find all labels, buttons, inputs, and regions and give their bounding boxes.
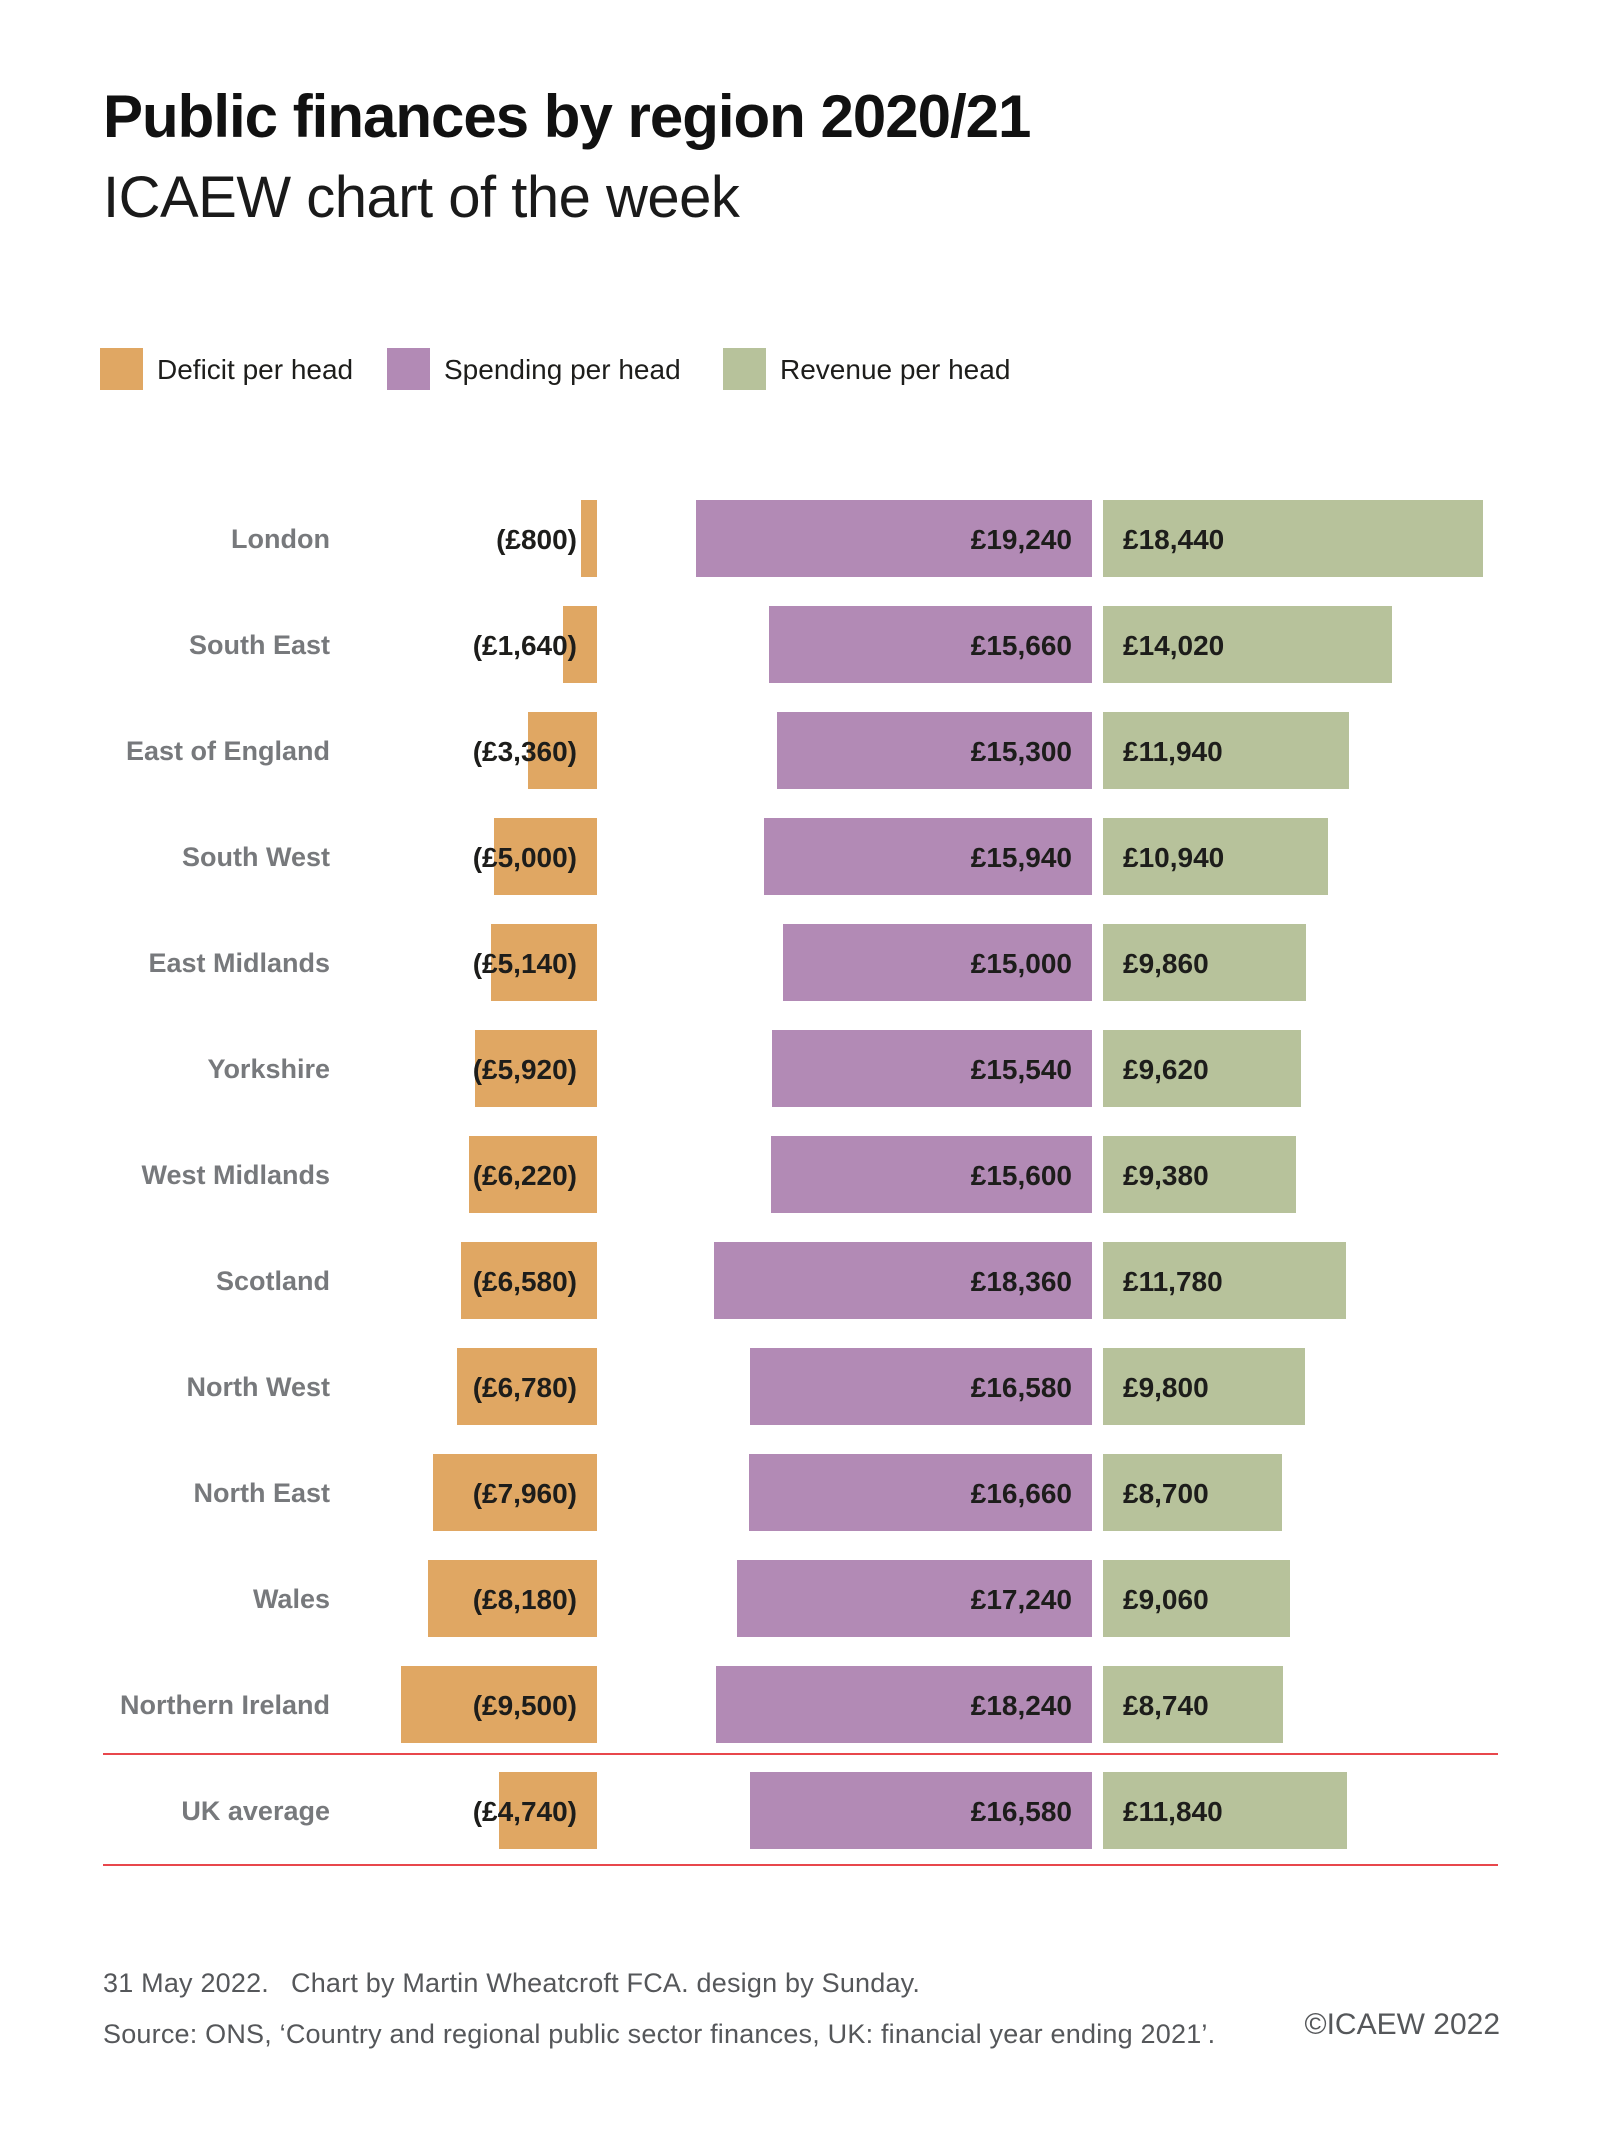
chart-row <box>0 924 1600 1001</box>
deficit-value-label: (£6,780) <box>472 1372 577 1403</box>
spending-bar <box>769 606 1092 683</box>
revenue-value-label: £11,940 <box>1123 736 1223 767</box>
chart-row <box>0 1136 1600 1213</box>
spending-bar <box>764 818 1092 895</box>
spending-bar <box>750 1348 1092 1425</box>
deficit-value-label: (£5,920) <box>472 1054 577 1085</box>
revenue-bar <box>1103 1242 1346 1319</box>
chart-row <box>0 1454 1600 1531</box>
footer-date: 31 May 2022. <box>103 1968 270 1998</box>
revenue-bar <box>1103 818 1328 895</box>
revenue-value-label: £14,020 <box>1123 630 1225 661</box>
chart-row <box>0 1242 1600 1319</box>
spending-value-label: £15,660 <box>970 630 1072 661</box>
spending-value-label: £18,240 <box>970 1690 1072 1721</box>
region-label: London <box>231 524 330 554</box>
spending-bar <box>783 924 1092 1001</box>
revenue-value-label: £9,380 <box>1123 1160 1209 1191</box>
region-label: North West <box>186 1372 330 1402</box>
spending-bar <box>772 1030 1092 1107</box>
uk-average-separator-bottom <box>103 1864 1498 1866</box>
chart-row <box>0 1030 1600 1107</box>
revenue-value-label: £9,060 <box>1123 1584 1209 1615</box>
footer-credit-line <box>103 1966 920 2000</box>
chart-row <box>0 712 1600 789</box>
spending-value-label: £19,240 <box>970 524 1072 555</box>
region-label: South East <box>188 630 330 660</box>
uk-average-separator-top <box>103 1753 1498 1755</box>
revenue-value-label: £9,620 <box>1123 1054 1209 1085</box>
chart-row <box>0 818 1600 895</box>
deficit-value-label: (£6,580) <box>472 1266 577 1297</box>
spending-value-label: £18,360 <box>970 1266 1072 1297</box>
spending-bar <box>716 1666 1092 1743</box>
revenue-value-label: £11,780 <box>1123 1266 1223 1297</box>
region-label: South West <box>182 842 330 872</box>
spending-bar <box>777 712 1092 789</box>
region-label: West Midlands <box>141 1160 330 1190</box>
revenue-bar <box>1103 1560 1290 1637</box>
deficit-value-label: (£1,640) <box>472 630 577 661</box>
deficit-bar <box>581 500 597 577</box>
spending-value-label: £15,540 <box>970 1054 1072 1085</box>
deficit-value-label: (£3,360) <box>472 736 577 767</box>
deficit-value-label: (£7,960) <box>472 1478 577 1509</box>
chart-row <box>0 606 1600 683</box>
spending-value-label: £15,600 <box>970 1160 1072 1191</box>
spending-bar <box>771 1136 1092 1213</box>
region-label: North East <box>193 1478 330 1508</box>
page-title: Public finances by region 2020/21 <box>103 83 1031 150</box>
chart-row <box>0 1772 1600 1849</box>
deficit-value-label: (£800) <box>496 524 577 555</box>
revenue-bar <box>1103 1666 1283 1743</box>
revenue-value-label: £9,800 <box>1123 1372 1209 1403</box>
chart-row <box>0 500 1600 577</box>
deficit-value-label: (£5,000) <box>472 842 577 873</box>
revenue-bar <box>1103 712 1349 789</box>
spending-value-label: £15,000 <box>970 948 1072 979</box>
revenue-bar <box>1103 500 1483 577</box>
region-label: Scotland <box>215 1266 330 1296</box>
revenue-bar <box>1103 1454 1282 1531</box>
copyright-notice: ©ICAEW 2022 <box>1304 2008 1500 2041</box>
revenue-value-label: £8,740 <box>1123 1690 1209 1721</box>
region-label: Northern Ireland <box>119 1690 330 1720</box>
deficit-value-label: (£8,180) <box>472 1584 577 1615</box>
revenue-bar <box>1103 1772 1347 1849</box>
legend-label: Revenue per head <box>780 354 1011 385</box>
chart-row <box>0 1560 1600 1637</box>
deficit-value-label: (£4,740) <box>472 1796 577 1827</box>
revenue-value-label: £18,440 <box>1123 524 1225 555</box>
revenue-value-label: £9,860 <box>1123 948 1209 979</box>
region-label: Yorkshire <box>207 1054 330 1084</box>
spending-value-label: £17,240 <box>970 1584 1072 1615</box>
revenue-bar <box>1103 1030 1301 1107</box>
chart-row <box>0 1348 1600 1425</box>
spending-value-label: £16,580 <box>970 1372 1072 1403</box>
revenue-bar <box>1103 1348 1305 1425</box>
spending-bar <box>750 1772 1092 1849</box>
legend-label: Spending per head <box>444 354 681 385</box>
footer-source-line: Source: ONS, ‘Country and regional public sector finances, UK: financial year ending 2021’. <box>103 2019 1216 2049</box>
chart-row <box>0 1666 1600 1743</box>
region-label: East Midlands <box>148 948 330 978</box>
deficit-value-label: (£6,220) <box>472 1160 577 1191</box>
spending-value-label: £16,580 <box>970 1796 1072 1827</box>
revenue-bar <box>1103 924 1306 1001</box>
region-label: UK average <box>181 1796 330 1826</box>
revenue-bar <box>1103 606 1392 683</box>
region-label: East of England <box>125 736 330 766</box>
deficit-value-label: (£5,140) <box>472 948 577 979</box>
deficit-value-label: (£9,500) <box>472 1690 577 1721</box>
footer-credit: Chart by Martin Wheatcroft FCA. design by Sunday. <box>291 1968 921 1998</box>
revenue-value-label: £8,700 <box>1123 1478 1209 1509</box>
spending-value-label: £15,940 <box>970 842 1072 873</box>
spending-value-label: £16,660 <box>970 1478 1072 1509</box>
region-label: Wales <box>252 1584 330 1614</box>
spending-bar <box>696 500 1092 577</box>
spending-bar <box>737 1560 1092 1637</box>
revenue-value-label: £11,840 <box>1123 1796 1223 1827</box>
spending-value-label: £15,300 <box>970 736 1072 767</box>
spending-bar <box>714 1242 1092 1319</box>
page-subtitle: ICAEW chart of the week <box>103 165 740 230</box>
spending-bar <box>749 1454 1092 1531</box>
revenue-bar <box>1103 1136 1296 1213</box>
legend-label: Deficit per head <box>157 354 354 385</box>
revenue-value-label: £10,940 <box>1123 842 1225 873</box>
